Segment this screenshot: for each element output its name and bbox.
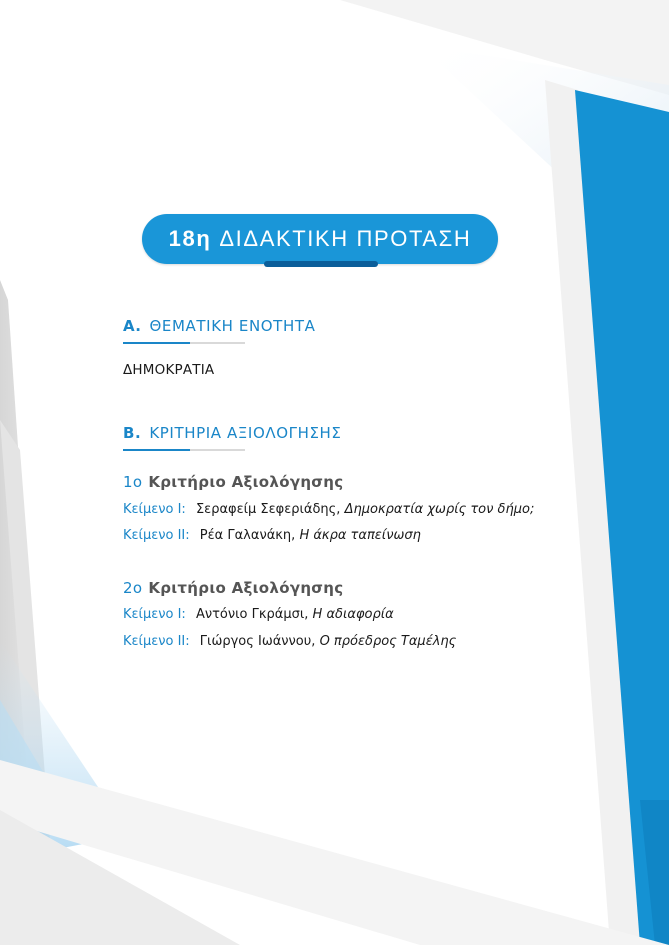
text-label: Κείμενο ΙΙ: — [123, 528, 190, 543]
text-label: Κείμενο Ι: — [123, 502, 186, 517]
criterion-1-title — [123, 473, 343, 491]
text-author: Αντόνιο Γκράμσι, — [195, 607, 309, 622]
section-b-title: ΚΡΙΤΗΡΙΑ ΑΞΙΟΛΟΓΗΣΗΣ — [149, 424, 342, 442]
criterion-2-text-2 — [123, 634, 456, 649]
criterion-1-number: 1ο — [123, 473, 143, 491]
section-b-heading — [123, 424, 342, 442]
criterion-1-text-2 — [123, 528, 421, 543]
text-work: Δημοκρατία χωρίς τον δήμο; — [344, 502, 535, 517]
text-label: Κείμενο ΙΙ: — [123, 634, 190, 649]
title-number: 18η — [168, 226, 212, 251]
criterion-2-number: 2ο — [123, 579, 143, 597]
text-label: Κείμενο Ι: — [123, 607, 186, 622]
text-author: Γιώργος Ιωάννου, — [199, 634, 316, 649]
section-a-heading — [123, 317, 315, 335]
section-a-letter: Α. — [123, 317, 142, 335]
section-b-divider — [123, 449, 245, 451]
section-a-value: ΔΗΜΟΚΡΑΤΙΑ — [123, 362, 215, 378]
text-work: Η αδιαφορία — [312, 607, 394, 622]
section-a-title: ΘΕΜΑΤΙΚΗ ΕΝΟΤΗΤΑ — [149, 317, 316, 335]
text-author: Σεραφείμ Σεφεριάδης, — [195, 502, 341, 517]
text-author: Ρέα Γαλανάκη, — [199, 528, 296, 543]
section-a-divider — [123, 342, 245, 344]
page-title-pill — [142, 214, 498, 264]
section-b-letter: Β. — [123, 424, 142, 442]
criterion-1-label: Κριτήριο Αξιολόγησης — [148, 473, 344, 491]
text-work: Ο πρόεδρος Ταμέλης — [319, 634, 457, 649]
criterion-2-label: Κριτήριο Αξιολόγησης — [148, 579, 344, 597]
title-underline — [264, 261, 378, 267]
criterion-1-text-1 — [123, 502, 534, 517]
text-work: Η άκρα ταπείνωση — [299, 528, 421, 543]
title-text: ΔΙΔΑΚΤΙΚΗ ΠΡΟΤΑΣΗ — [219, 226, 472, 251]
criterion-2-title — [123, 579, 343, 597]
criterion-2-text-1 — [123, 607, 394, 622]
